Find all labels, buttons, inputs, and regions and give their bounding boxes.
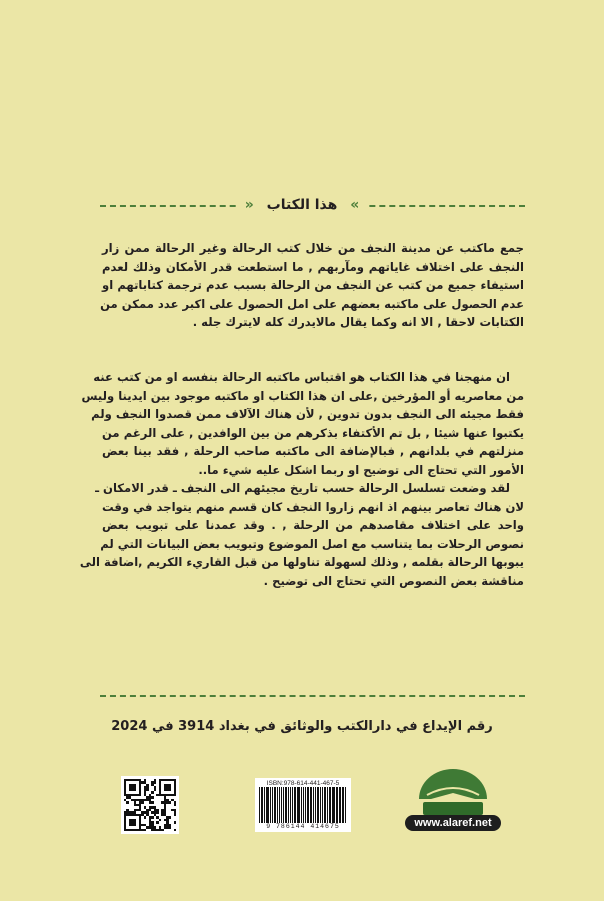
section-title: هذا الكتاب — [259, 197, 346, 213]
qr-code[interactable] — [121, 776, 179, 834]
barcode-bar — [340, 787, 341, 823]
bottom-divider — [100, 695, 525, 697]
text-line: لقد وضعت تسلسل الرحالة حسب تاريخ مجيئهم الى النجف ـ قدر الامكان ـ — [95, 481, 510, 495]
text-line: منزلتهم في بلدانهم , فبالإضافة الى ماكتبه صاحب الرحلة , فقد بينا بعض — [102, 444, 524, 458]
barcode-bar — [285, 787, 287, 823]
paragraph-1 — [102, 239, 524, 332]
barcode-bar — [345, 787, 346, 823]
paragraph-2 — [79, 368, 524, 590]
qr-module — [174, 829, 176, 831]
text-line: جمع ماكتب عن مدينة النجف من خلال كتب الرحالة وغير الرحالة ممن زار — [102, 241, 524, 255]
barcode-bar — [270, 787, 271, 823]
barcode-bar — [305, 787, 306, 823]
text-line: عدم الحصول على ماكتبه بعضهم على امل الحصول على اكبر عدد ممكن من — [100, 296, 524, 311]
guillemet: « — [350, 197, 360, 213]
barcode-bar — [315, 787, 316, 823]
text-line: الكتابات لاحقا , الا انه وكما يقال مالايدرك كله لايترك جله . — [192, 315, 524, 329]
barcode-bar — [329, 787, 331, 823]
barcode-bar — [272, 787, 273, 823]
barcode-bar — [342, 787, 344, 823]
barcode-bar — [266, 787, 267, 823]
barcode-bar — [283, 787, 284, 823]
text-line: يكتبوا عنها شيئا , بل تم الأكتفاء بذكرهم من بين الوافدين , على الرغم من — [102, 425, 524, 440]
barcode-bars — [259, 787, 347, 823]
text-line: نصوص الرحلات بما يتناسب مع اصل الموضوع وتبويب بعض البيانات التي لم — [100, 536, 524, 551]
barcode-bar — [294, 787, 295, 823]
text-line: من معاصريه أو المؤرخين ,على ان هذا الكتاب او ماكتبه موجود بين ايدينا وليس — [81, 388, 524, 403]
barcode-bar — [339, 787, 340, 823]
barcode-bar — [336, 787, 338, 823]
isbn-text: ISBN:978-614-441-467-5 — [266, 780, 340, 787]
guillemet: » — [244, 197, 254, 213]
barcode-bar — [259, 787, 260, 823]
barcode-bar — [290, 787, 291, 823]
text-line: مناقشة بعض النصوص التي تحتاج الى توضيح . — [263, 573, 524, 588]
text-line: فقط مجيئه الى النجف بدون تدوين , لأن هناك الآلاف ممن قصدوا النجف ولم — [91, 407, 524, 421]
barcode-bar — [332, 787, 333, 823]
barcode-bar — [274, 787, 276, 823]
barcode-bar — [322, 787, 323, 823]
isbn-barcode — [255, 778, 351, 832]
barcode-bar — [297, 787, 298, 823]
barcode-bar — [264, 787, 265, 823]
text-line: النجف على اختلاف غاياتهم ومآربهم , ما استطعت قدر الأمكان وذلك لعدم — [102, 259, 524, 274]
text-line: لان هناك تعاصر بينهم اذ انهم زاروا النجف كان قسم منهم يتواجد في وقت — [102, 499, 524, 514]
barcode-bar — [267, 787, 269, 823]
barcode-bar — [292, 787, 294, 823]
barcode-bar — [333, 787, 334, 823]
barcode-bar — [298, 787, 299, 823]
barcode-bar — [313, 787, 314, 823]
barcode-bar — [288, 787, 289, 823]
text-line: يبوبها الرحالة بقلمه , وذلك لسهولة تناولها من قبل القاريء الكريم ,اضافة الى — [79, 555, 524, 569]
text-line: الأمور التي تحتاج الى توضيح او ربما اشكل عليه شيء ما.. — [198, 462, 524, 477]
barcode-bar — [303, 787, 304, 823]
barcode-bar — [279, 787, 280, 823]
barcode-bar — [307, 787, 309, 823]
barcode-bar — [261, 787, 263, 823]
section-heading — [0, 194, 604, 213]
legal-deposit-number: رقم الإيداع في دارالكتب والوثائق في بغداد 3914 في 2024 — [111, 719, 493, 734]
barcode-bar — [324, 787, 326, 823]
barcode-bar — [327, 787, 328, 823]
barcode-bar — [310, 787, 312, 823]
barcode-bar — [277, 787, 278, 823]
text-line: واحد على اختلاف مقاصدهم من الرحلة , . وقد عمدنا على تبويب بعض — [102, 518, 524, 532]
publisher-website-link[interactable]: www.alaref.net — [405, 815, 501, 831]
barcode-bar — [281, 787, 282, 823]
barcode-bar — [301, 787, 303, 823]
barcode-bar — [317, 787, 319, 823]
text-line: استيفاء جميع من كتب عن النجف من الرحالة بسبب عدم ترجمة كتاباتهم او — [102, 278, 524, 292]
barcode-digits: 9 786144 414675 — [266, 823, 340, 830]
barcode-bar — [320, 787, 321, 823]
text-line: ان منهجنا في هذا الكتاب هو اقتباس ماكتبه الرحالة بنفسه او من كتب عنه — [93, 370, 510, 384]
